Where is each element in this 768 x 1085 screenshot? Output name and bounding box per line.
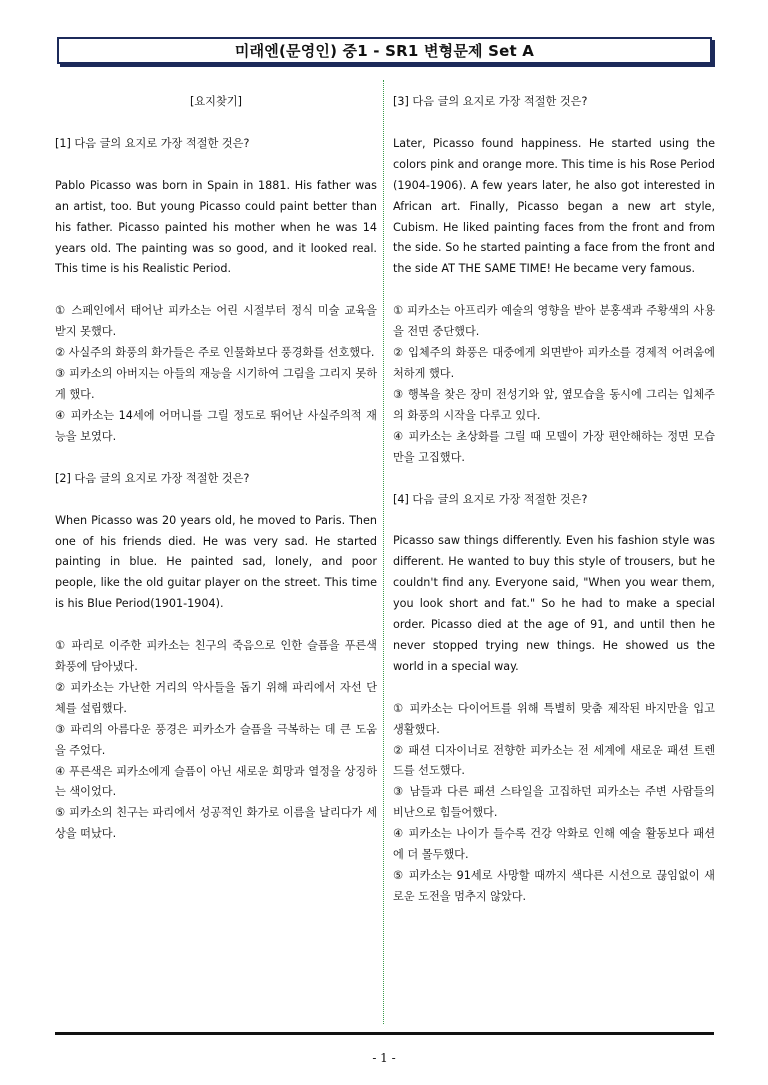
- answer-choice: ① 파리로 이주한 피카소는 친구의 죽음으로 인한 슬픔을 푸른색 화풍에 담아냈다.: [55, 639, 377, 674]
- page-number: - 1 -: [372, 1051, 396, 1065]
- page-title: 미래엔(문영인) 중1 - SR1 변형문제 Set A: [57, 37, 712, 64]
- question-2: [55, 469, 377, 846]
- footer-rule: [55, 1032, 714, 1035]
- right-column: [393, 92, 715, 929]
- section-heading: [요지찾기]: [190, 95, 242, 108]
- answer-choices: [393, 301, 715, 468]
- answer-choice: ④ 피카소는 나이가 들수록 건강 악화로 인해 예술 활동보다 패션에 더 몰두했다.: [393, 827, 715, 862]
- answer-choice: ④ 푸른색은 피카소에게 슬픔이 아닌 새로운 희망과 열정을 상징하는 색이었다.: [55, 764, 377, 799]
- question-passage: Picasso saw things differently. Even his fashion style was different. He wanted to buy this style of trousers, but he couldn't find any. Everyone said, "When you wear them, you look short and fat." So he had to make a special order. Picasso died at the age of 91, and until then he never stopped trying new things. He showed us the world in a special way.: [393, 534, 715, 673]
- answer-choices: [55, 636, 377, 845]
- question-title: [4] 다음 글의 요지로 가장 적절한 것은?: [393, 492, 588, 506]
- answer-choice: ⑤ 피카소는 91세로 사망할 때까지 색다른 시선으로 끊임없이 새로운 도전을 멈추지 않았다.: [393, 869, 715, 903]
- column-divider: [383, 80, 384, 1024]
- answer-choice: ② 패션 디자이너로 전향한 피카소는 전 세계에 새로운 패션 트렌드를 선도했다.: [393, 743, 715, 778]
- answer-choice: ④ 피카소는 초상화를 그릴 때 모델이 가장 편안해하는 정면 모습만을 고집했다.: [393, 429, 715, 464]
- answer-choice: ① 피카소는 아프리카 예술의 영향을 받아 분홍색과 주황색의 사용을 전면 중단했다.: [393, 304, 715, 339]
- question-passage: Later, Picasso found happiness. He started using the colors pink and orange more. This time is his Rose Period (1904-1906). A few years later, he also got interested in African art. Finally, Picasso began a new art style, Cubism. He liked painting faces from the front and from the side. So he started painting a face from the front and the side AT THE SAME TIME! He became very famous.: [393, 136, 715, 276]
- answer-choice: ④ 피카소는 14세에 어머니를 그릴 정도로 뛰어난 사실주의적 재능을 보였다.: [55, 408, 377, 443]
- answer-choices: [55, 301, 377, 447]
- question-title: [2] 다음 글의 요지로 가장 적절한 것은?: [55, 471, 250, 485]
- question-3: [393, 92, 715, 469]
- question-title: [3] 다음 글의 요지로 가장 적절한 것은?: [393, 95, 588, 108]
- question-title: [1] 다음 글의 요지로 가장 적절한 것은?: [55, 136, 250, 150]
- answer-choice: ⑤ 피카소의 친구는 파리에서 성공적인 화가로 이름을 날리다가 세상을 떠났다.: [55, 806, 377, 841]
- answer-choices: [393, 699, 715, 908]
- question-1: [55, 134, 377, 448]
- answer-choice: ① 스페인에서 태어난 피카소는 어린 시절부터 정식 미술 교육을 받지 못했다.: [55, 304, 377, 339]
- question-passage: Pablo Picasso was born in Spain in 1881. His father was an artist, too. But young Picasso could paint better than his father. Picasso painted his mother when he was 14 years old. The painting was so good, and it looked real. This time is his Realistic Period.: [55, 178, 377, 276]
- answer-choice: ② 사실주의 화풍의 화가들은 주로 인물화보다 풍경화를 선호했다.: [55, 346, 375, 360]
- answer-choice: ③ 남들과 다른 패션 스타일을 고집하던 피카소는 주변 사람들의 비난으로 힘들어했다.: [393, 785, 715, 820]
- question-passage: When Picasso was 20 years old, he moved to Paris. Then one of his friends died. He was very sad. He started painting in blue. He painted sad, lonely, and poor people, like the old guitar player on the street. This time is his Blue Period(1901-1904).: [55, 513, 377, 611]
- answer-choice: ② 입체주의 화풍은 대중에게 외면받아 피카소를 경제적 어려움에 처하게 했다.: [393, 346, 715, 380]
- answer-choice: ① 피카소는 다이어트를 위해 특별히 맞춤 제작된 바지만을 입고 생활했다.: [393, 701, 715, 736]
- left-column: [55, 92, 377, 866]
- answer-choice: ③ 피카소의 아버지는 아들의 재능을 시기하여 그림을 그리지 못하게 했다.: [55, 367, 377, 401]
- answer-choice: ③ 행복을 찾은 장미 전성기와 앞, 옆모습을 동시에 그리는 입체주의 화풍의 시작을 다루고 있다.: [393, 387, 715, 422]
- answer-choice: ③ 파리의 아름다운 풍경은 피카소가 슬픔을 극복하는 데 큰 도움을 주었다.: [55, 722, 377, 757]
- answer-choice: ② 피카소는 가난한 거리의 악사들을 돕기 위해 파리에서 자선 단체를 설립했다.: [55, 680, 377, 715]
- question-4: [393, 490, 715, 908]
